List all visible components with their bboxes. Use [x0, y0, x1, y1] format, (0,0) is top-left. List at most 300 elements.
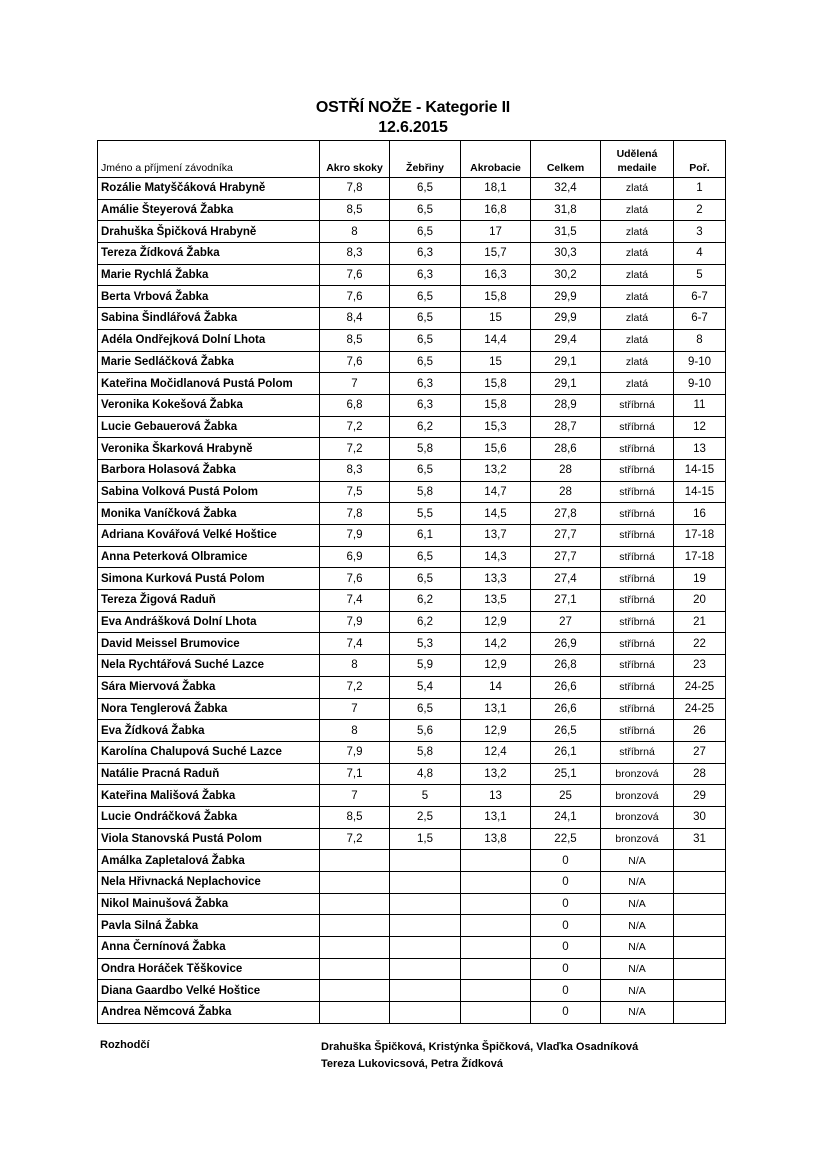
- table-row: [98, 915, 726, 937]
- table-row: [98, 958, 726, 980]
- cell-medal: N/A: [601, 872, 674, 894]
- cell-akro: [320, 872, 390, 894]
- table-row: [98, 459, 726, 481]
- table-row: [98, 199, 726, 221]
- cell-akrobacie: 13,3: [461, 568, 531, 590]
- cell-rank: 24-25: [674, 676, 726, 698]
- table-row: [98, 676, 726, 698]
- cell-rank: 8: [674, 329, 726, 351]
- cell-rank: 3: [674, 221, 726, 243]
- cell-akro: 8,5: [320, 329, 390, 351]
- cell-medal: N/A: [601, 893, 674, 915]
- cell-akro: 7: [320, 373, 390, 395]
- table-row: [98, 785, 726, 807]
- cell-rank: 11: [674, 394, 726, 416]
- cell-celkem: 30,2: [531, 264, 601, 286]
- cell-akro: 8,3: [320, 243, 390, 265]
- table-row: [98, 698, 726, 720]
- cell-name: Eva Žídková Žabka: [98, 720, 320, 742]
- table-row: [98, 243, 726, 265]
- cell-zebriny: 6,2: [390, 590, 461, 612]
- table-row: [98, 221, 726, 243]
- cell-akrobacie: 13,2: [461, 763, 531, 785]
- cell-zebriny: 6,5: [390, 221, 461, 243]
- cell-akrobacie: 15,8: [461, 286, 531, 308]
- cell-name: Amálka Zapletalová Žabka: [98, 850, 320, 872]
- cell-rank: 17-18: [674, 525, 726, 547]
- cell-celkem: 26,6: [531, 698, 601, 720]
- cell-name: Barbora Holasová Žabka: [98, 459, 320, 481]
- cell-medal: stříbrná: [601, 655, 674, 677]
- cell-zebriny: 6,2: [390, 416, 461, 438]
- table-row: [98, 286, 726, 308]
- cell-celkem: 29,4: [531, 329, 601, 351]
- cell-name: Amálie Šteyerová Žabka: [98, 199, 320, 221]
- cell-akrobacie: 18,1: [461, 178, 531, 200]
- cell-celkem: 26,5: [531, 720, 601, 742]
- cell-celkem: 27,7: [531, 546, 601, 568]
- table-row: [98, 373, 726, 395]
- cell-rank: 9-10: [674, 373, 726, 395]
- cell-medal: zlatá: [601, 373, 674, 395]
- cell-medal: bronzová: [601, 828, 674, 850]
- cell-rank: 30: [674, 806, 726, 828]
- cell-zebriny: 5,8: [390, 481, 461, 503]
- cell-name: Marie Sedláčková Žabka: [98, 351, 320, 373]
- cell-name: Kateřina Mališová Žabka: [98, 785, 320, 807]
- cell-rank: [674, 872, 726, 894]
- cell-akrobacie: 14,7: [461, 481, 531, 503]
- cell-zebriny: 5,6: [390, 720, 461, 742]
- cell-rank: 9-10: [674, 351, 726, 373]
- cell-akro: [320, 1002, 390, 1024]
- cell-zebriny: 6,5: [390, 698, 461, 720]
- cell-zebriny: [390, 1002, 461, 1024]
- cell-akro: [320, 893, 390, 915]
- cell-name: Lucie Gebauerová Žabka: [98, 416, 320, 438]
- cell-akro: 8,5: [320, 806, 390, 828]
- cell-medal: stříbrná: [601, 590, 674, 612]
- cell-akro: [320, 937, 390, 959]
- cell-medal: stříbrná: [601, 741, 674, 763]
- table-row: [98, 568, 726, 590]
- cell-name: Tereza Žigová Raduň: [98, 590, 320, 612]
- cell-akro: 7,2: [320, 438, 390, 460]
- cell-zebriny: 6,5: [390, 568, 461, 590]
- cell-akrobacie: 17: [461, 221, 531, 243]
- cell-celkem: 27: [531, 611, 601, 633]
- cell-zebriny: [390, 980, 461, 1002]
- cell-akrobacie: 15,7: [461, 243, 531, 265]
- cell-celkem: 31,5: [531, 221, 601, 243]
- header-celkem: Celkem: [531, 141, 601, 178]
- cell-zebriny: 6,1: [390, 525, 461, 547]
- cell-celkem: 0: [531, 850, 601, 872]
- cell-medal: bronzová: [601, 806, 674, 828]
- cell-akro: 7,8: [320, 503, 390, 525]
- cell-celkem: 29,1: [531, 351, 601, 373]
- cell-medal: N/A: [601, 1002, 674, 1024]
- cell-akro: 7,2: [320, 676, 390, 698]
- cell-zebriny: 5,3: [390, 633, 461, 655]
- table-row: [98, 828, 726, 850]
- cell-celkem: 29,1: [531, 373, 601, 395]
- cell-zebriny: 6,3: [390, 243, 461, 265]
- cell-celkem: 27,8: [531, 503, 601, 525]
- cell-name: Monika Vaníčková Žabka: [98, 503, 320, 525]
- cell-rank: [674, 937, 726, 959]
- cell-medal: stříbrná: [601, 611, 674, 633]
- cell-zebriny: [390, 958, 461, 980]
- cell-name: Sabina Šindlářová Žabka: [98, 308, 320, 330]
- cell-medal: stříbrná: [601, 698, 674, 720]
- cell-zebriny: [390, 915, 461, 937]
- table-row: [98, 264, 726, 286]
- header-rank: Poř.: [674, 141, 726, 178]
- cell-akrobacie: 12,9: [461, 611, 531, 633]
- cell-celkem: 29,9: [531, 286, 601, 308]
- cell-zebriny: 1,5: [390, 828, 461, 850]
- cell-akro: [320, 915, 390, 937]
- cell-celkem: 31,8: [531, 199, 601, 221]
- cell-rank: 16: [674, 503, 726, 525]
- results-table: [97, 140, 726, 1024]
- cell-name: Marie Rychlá Žabka: [98, 264, 320, 286]
- cell-celkem: 0: [531, 872, 601, 894]
- cell-medal: zlatá: [601, 308, 674, 330]
- cell-medal: N/A: [601, 937, 674, 959]
- cell-celkem: 27,1: [531, 590, 601, 612]
- cell-medal: N/A: [601, 958, 674, 980]
- header-medal: [601, 141, 674, 178]
- cell-name: Viola Stanovská Pustá Polom: [98, 828, 320, 850]
- cell-akro: 7,1: [320, 763, 390, 785]
- table-row: [98, 503, 726, 525]
- cell-akrobacie: 15,6: [461, 438, 531, 460]
- cell-rank: 14-15: [674, 481, 726, 503]
- header-row: [98, 141, 726, 178]
- cell-zebriny: 6,3: [390, 373, 461, 395]
- cell-name: Ondra Horáček Těškovice: [98, 958, 320, 980]
- cell-medal: stříbrná: [601, 438, 674, 460]
- cell-akro: 7,8: [320, 178, 390, 200]
- cell-zebriny: 5,5: [390, 503, 461, 525]
- cell-name: David Meissel Brumovice: [98, 633, 320, 655]
- cell-rank: 24-25: [674, 698, 726, 720]
- cell-akrobacie: [461, 937, 531, 959]
- cell-akrobacie: 15,8: [461, 373, 531, 395]
- cell-name: Nela Hřivnacká Neplachovice: [98, 872, 320, 894]
- table-row: [98, 416, 726, 438]
- cell-name: Adriana Kovářová Velké Hoštice: [98, 525, 320, 547]
- header-zebriny: Žebřiny: [390, 141, 461, 178]
- cell-zebriny: 6,5: [390, 286, 461, 308]
- cell-celkem: 0: [531, 980, 601, 1002]
- cell-zebriny: [390, 893, 461, 915]
- cell-name: Tereza Žídková Žabka: [98, 243, 320, 265]
- cell-celkem: 26,6: [531, 676, 601, 698]
- cell-celkem: 28: [531, 481, 601, 503]
- cell-name: Anna Černínová Žabka: [98, 937, 320, 959]
- table-row: [98, 394, 726, 416]
- cell-celkem: 25,1: [531, 763, 601, 785]
- table-row: [98, 1002, 726, 1024]
- table-row: [98, 525, 726, 547]
- cell-rank: [674, 850, 726, 872]
- cell-name: Adéla Ondřejková Dolní Lhota: [98, 329, 320, 351]
- cell-akrobacie: 14,4: [461, 329, 531, 351]
- cell-akrobacie: 15: [461, 351, 531, 373]
- cell-zebriny: [390, 872, 461, 894]
- cell-akro: 7,4: [320, 633, 390, 655]
- cell-akro: [320, 850, 390, 872]
- cell-medal: stříbrná: [601, 481, 674, 503]
- cell-medal: zlatá: [601, 264, 674, 286]
- cell-zebriny: 6,5: [390, 178, 461, 200]
- cell-medal: bronzová: [601, 763, 674, 785]
- cell-medal: stříbrná: [601, 416, 674, 438]
- cell-rank: 5: [674, 264, 726, 286]
- cell-akro: 7,6: [320, 568, 390, 590]
- cell-celkem: 32,4: [531, 178, 601, 200]
- table-row: [98, 806, 726, 828]
- cell-akrobacie: 13,8: [461, 828, 531, 850]
- cell-akrobacie: 13,1: [461, 806, 531, 828]
- cell-akrobacie: [461, 915, 531, 937]
- cell-akro: 8,4: [320, 308, 390, 330]
- cell-name: Pavla Silná Žabka: [98, 915, 320, 937]
- table-row: [98, 937, 726, 959]
- header-akrobacie: Akrobacie: [461, 141, 531, 178]
- cell-name: Sára Miervová Žabka: [98, 676, 320, 698]
- cell-akrobacie: 13,7: [461, 525, 531, 547]
- header-akro: Akro skoky: [320, 141, 390, 178]
- cell-rank: 6-7: [674, 308, 726, 330]
- cell-akrobacie: 13,1: [461, 698, 531, 720]
- table-row: [98, 741, 726, 763]
- cell-akrobacie: [461, 1002, 531, 1024]
- cell-celkem: 0: [531, 937, 601, 959]
- header-medal-line1: Udělená: [616, 148, 658, 160]
- page-title: OSTŘÍ NOŽE - Kategorie II: [315, 99, 511, 116]
- cell-rank: 12: [674, 416, 726, 438]
- cell-medal: stříbrná: [601, 503, 674, 525]
- cell-zebriny: 2,5: [390, 806, 461, 828]
- cell-medal: stříbrná: [601, 394, 674, 416]
- table-row: [98, 481, 726, 503]
- table-row: [98, 329, 726, 351]
- cell-zebriny: 5,4: [390, 676, 461, 698]
- cell-rank: 27: [674, 741, 726, 763]
- cell-celkem: 28,9: [531, 394, 601, 416]
- cell-akro: 7,6: [320, 264, 390, 286]
- table-row: [98, 850, 726, 872]
- cell-zebriny: 6,2: [390, 611, 461, 633]
- cell-celkem: 27,7: [531, 525, 601, 547]
- cell-rank: 2: [674, 199, 726, 221]
- cell-akro: 7,5: [320, 481, 390, 503]
- cell-akrobacie: 15,3: [461, 416, 531, 438]
- cell-celkem: 25: [531, 785, 601, 807]
- cell-celkem: 0: [531, 1002, 601, 1024]
- cell-name: Nora Tenglerová Žabka: [98, 698, 320, 720]
- table-row: [98, 308, 726, 330]
- cell-medal: stříbrná: [601, 525, 674, 547]
- cell-name: Sabina Volková Pustá Polom: [98, 481, 320, 503]
- cell-akro: 7,9: [320, 611, 390, 633]
- cell-zebriny: 5,8: [390, 438, 461, 460]
- cell-zebriny: 6,5: [390, 546, 461, 568]
- table-row: [98, 893, 726, 915]
- judges-line-2: Tereza Lukovicsová, Petra Žídková: [321, 1058, 503, 1070]
- cell-akrobacie: [461, 958, 531, 980]
- cell-name: Eva Andrášková Dolní Lhota: [98, 611, 320, 633]
- cell-rank: 20: [674, 590, 726, 612]
- cell-name: Rozálie Matyščáková Hrabyně: [98, 178, 320, 200]
- cell-medal: stříbrná: [601, 720, 674, 742]
- cell-medal: stříbrná: [601, 546, 674, 568]
- cell-akrobacie: 15: [461, 308, 531, 330]
- table-row: [98, 633, 726, 655]
- cell-akro: 7,6: [320, 351, 390, 373]
- cell-akrobacie: 12,9: [461, 720, 531, 742]
- cell-akro: 6,9: [320, 546, 390, 568]
- cell-celkem: 29,9: [531, 308, 601, 330]
- table-row: [98, 763, 726, 785]
- cell-name: Nela Rychtářová Suché Lazce: [98, 655, 320, 677]
- cell-rank: 28: [674, 763, 726, 785]
- cell-medal: zlatá: [601, 178, 674, 200]
- cell-medal: zlatá: [601, 221, 674, 243]
- cell-akrobacie: 16,3: [461, 264, 531, 286]
- cell-akrobacie: 14: [461, 676, 531, 698]
- table-row: [98, 655, 726, 677]
- cell-name: Karolína Chalupová Suché Lazce: [98, 741, 320, 763]
- cell-medal: zlatá: [601, 286, 674, 308]
- cell-rank: 19: [674, 568, 726, 590]
- cell-name: Nikol Mainušová Žabka: [98, 893, 320, 915]
- cell-rank: [674, 980, 726, 1002]
- cell-akrobacie: 14,3: [461, 546, 531, 568]
- cell-zebriny: [390, 850, 461, 872]
- cell-akro: [320, 980, 390, 1002]
- cell-akrobacie: 16,8: [461, 199, 531, 221]
- cell-medal: zlatá: [601, 243, 674, 265]
- table-row: [98, 590, 726, 612]
- cell-zebriny: 6,3: [390, 264, 461, 286]
- cell-akrobacie: 12,4: [461, 741, 531, 763]
- cell-rank: [674, 893, 726, 915]
- cell-akrobacie: 13,2: [461, 459, 531, 481]
- cell-rank: 21: [674, 611, 726, 633]
- cell-rank: 17-18: [674, 546, 726, 568]
- cell-celkem: 26,8: [531, 655, 601, 677]
- cell-medal: zlatá: [601, 351, 674, 373]
- cell-zebriny: 5,9: [390, 655, 461, 677]
- table-row: [98, 546, 726, 568]
- cell-akrobacie: [461, 850, 531, 872]
- cell-rank: 1: [674, 178, 726, 200]
- cell-akrobacie: 14,2: [461, 633, 531, 655]
- table-row: [98, 438, 726, 460]
- cell-rank: 31: [674, 828, 726, 850]
- cell-celkem: 28: [531, 459, 601, 481]
- cell-medal: N/A: [601, 850, 674, 872]
- cell-medal: stříbrná: [601, 459, 674, 481]
- cell-akrobacie: 15,8: [461, 394, 531, 416]
- cell-celkem: 28,6: [531, 438, 601, 460]
- cell-medal: N/A: [601, 980, 674, 1002]
- cell-name: Diana Gaardbo Velké Hoštice: [98, 980, 320, 1002]
- cell-medal: zlatá: [601, 329, 674, 351]
- cell-rank: 29: [674, 785, 726, 807]
- cell-zebriny: 5: [390, 785, 461, 807]
- cell-akrobacie: [461, 872, 531, 894]
- cell-rank: 14-15: [674, 459, 726, 481]
- cell-rank: 4: [674, 243, 726, 265]
- cell-zebriny: [390, 937, 461, 959]
- cell-celkem: 0: [531, 915, 601, 937]
- cell-akro: 7,2: [320, 828, 390, 850]
- cell-akro: [320, 958, 390, 980]
- cell-rank: 6-7: [674, 286, 726, 308]
- cell-medal: stříbrná: [601, 568, 674, 590]
- judges-line-1: Drahuška Špičková, Kristýnka Špičková, Vlaďka Osadníková: [321, 1041, 639, 1053]
- cell-name: Andrea Němcová Žabka: [98, 1002, 320, 1024]
- cell-medal: N/A: [601, 915, 674, 937]
- cell-celkem: 0: [531, 958, 601, 980]
- cell-akro: 6,8: [320, 394, 390, 416]
- cell-akrobacie: [461, 980, 531, 1002]
- cell-zebriny: 6,5: [390, 351, 461, 373]
- cell-celkem: 0: [531, 893, 601, 915]
- cell-name: Kateřina Močidlanová Pustá Polom: [98, 373, 320, 395]
- cell-medal: stříbrná: [601, 633, 674, 655]
- cell-rank: [674, 915, 726, 937]
- cell-name: Drahuška Špičková Hrabyně: [98, 221, 320, 243]
- cell-akro: 7,9: [320, 741, 390, 763]
- cell-akrobacie: [461, 893, 531, 915]
- cell-rank: [674, 958, 726, 980]
- cell-akrobacie: 13,5: [461, 590, 531, 612]
- cell-akro: 8,3: [320, 459, 390, 481]
- cell-zebriny: 5,8: [390, 741, 461, 763]
- cell-akro: 8: [320, 221, 390, 243]
- cell-rank: 22: [674, 633, 726, 655]
- cell-zebriny: 6,5: [390, 459, 461, 481]
- cell-name: Simona Kurková Pustá Polom: [98, 568, 320, 590]
- cell-akro: 8,5: [320, 199, 390, 221]
- cell-name: Natálie Pracná Raduň: [98, 763, 320, 785]
- cell-rank: 26: [674, 720, 726, 742]
- cell-zebriny: 6,3: [390, 394, 461, 416]
- cell-name: Lucie Ondráčková Žabka: [98, 806, 320, 828]
- cell-akro: 7,4: [320, 590, 390, 612]
- cell-celkem: 22,5: [531, 828, 601, 850]
- cell-zebriny: 6,5: [390, 329, 461, 351]
- cell-name: Veronika Kokešová Žabka: [98, 394, 320, 416]
- cell-name: Anna Peterková Olbramice: [98, 546, 320, 568]
- event-date: 12.6.2015: [378, 119, 448, 136]
- cell-akro: 7: [320, 698, 390, 720]
- cell-celkem: 26,9: [531, 633, 601, 655]
- table-row: [98, 611, 726, 633]
- cell-akrobacie: 14,5: [461, 503, 531, 525]
- table-row: [98, 872, 726, 894]
- judges-label: Rozhodčí: [100, 1039, 150, 1051]
- cell-celkem: 28,7: [531, 416, 601, 438]
- judges-list: [321, 1039, 638, 1073]
